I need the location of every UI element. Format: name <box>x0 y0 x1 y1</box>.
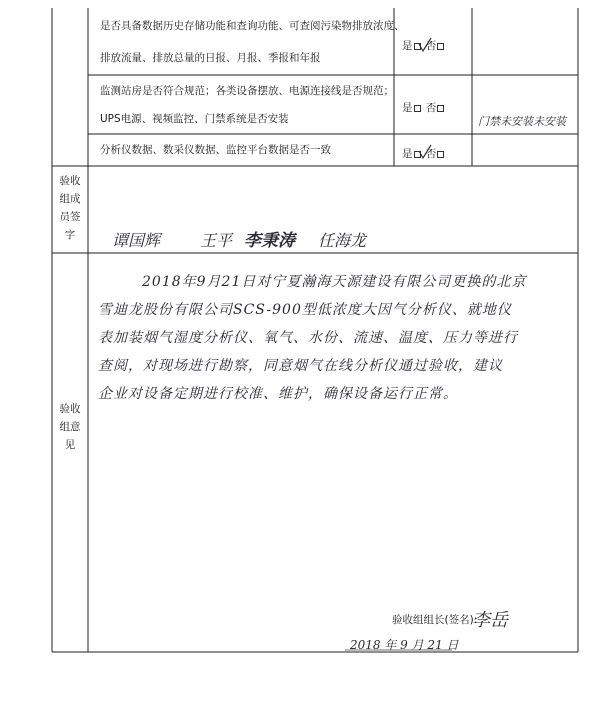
opinion-label-line: 组意 <box>59 421 81 433</box>
criteria-3-line-1: 分析仪数据、数采仪数据、监控平台数据是否一致 <box>100 144 331 156</box>
member-signature: 谭国辉 <box>112 231 161 250</box>
yes-label: 是 <box>402 102 413 114</box>
criteria-2-note: 门禁未安装未安装 <box>478 115 566 128</box>
sign-date: 2018 年 9 月 21 日 <box>350 638 459 652</box>
yes-checkbox[interactable] <box>414 151 421 158</box>
opinion-line: 企业对设备定期进行校准、维护，确保设备运行正常。 <box>98 386 458 402</box>
members-label-line: 组成 <box>59 193 81 205</box>
no-label: 否 <box>425 148 437 160</box>
leader-signature: 李岳 <box>472 610 508 631</box>
no-checkbox[interactable] <box>437 43 444 50</box>
criteria-2-line-2: UPS电源、视频监控、门禁系统是否安装 <box>100 113 289 125</box>
criteria-1-line-2: 排放流量、排放总量的日报、月报、季报和年报 <box>100 52 321 64</box>
yes-checkbox[interactable] <box>414 43 421 50</box>
leader-signature-label: 验收组组长(签名): <box>392 614 478 626</box>
no-label: 否 <box>425 102 437 114</box>
criteria-2-options <box>402 100 446 115</box>
yes-checkbox[interactable] <box>414 105 421 112</box>
opinion-line: 2018年9月21日对宁夏瀚海天源建设有限公司更换的北京 <box>142 274 527 290</box>
members-label-line: 验收 <box>59 175 81 187</box>
opinion-text <box>98 268 568 408</box>
criteria-1-options <box>402 38 446 53</box>
member-signature: 李秉涛 <box>244 231 295 251</box>
member-signature: 王平 <box>200 231 233 250</box>
member-signature: 任海龙 <box>318 231 367 250</box>
opinion-label-line: 验收 <box>59 403 81 415</box>
no-checkbox[interactable] <box>437 151 444 158</box>
members-label-line: 员签 <box>59 211 81 223</box>
criteria-2-line-1: 监测站房是否符合规范；各类设备摆放、电源连接线是否规范； <box>100 85 394 97</box>
members-label <box>56 172 84 244</box>
yes-label: 是 <box>402 40 413 52</box>
criteria-3-options <box>402 146 446 161</box>
opinion-line: 表加装烟气湿度分析仪、氧气、水份、流速、温度、压力等进行 <box>98 330 518 346</box>
members-label-line: 字 <box>64 229 76 241</box>
opinion-line: 查阅，对现场进行勘察，同意烟气在线分析仪通过验收，建议 <box>98 358 503 374</box>
no-checkbox[interactable] <box>437 105 444 112</box>
criteria-1-line-1: 是否具备数据历史存储功能和查询功能、可查阅污染物排放浓度、 <box>100 20 405 32</box>
no-label: 否 <box>425 40 437 52</box>
opinion-label-line: 见 <box>64 439 76 451</box>
opinion-line: 雪迪龙股份有限公司SCS-900型低浓度大因气分析仪、就地仪 <box>98 302 512 318</box>
opinion-label <box>56 400 84 454</box>
yes-label: 是 <box>402 148 413 160</box>
